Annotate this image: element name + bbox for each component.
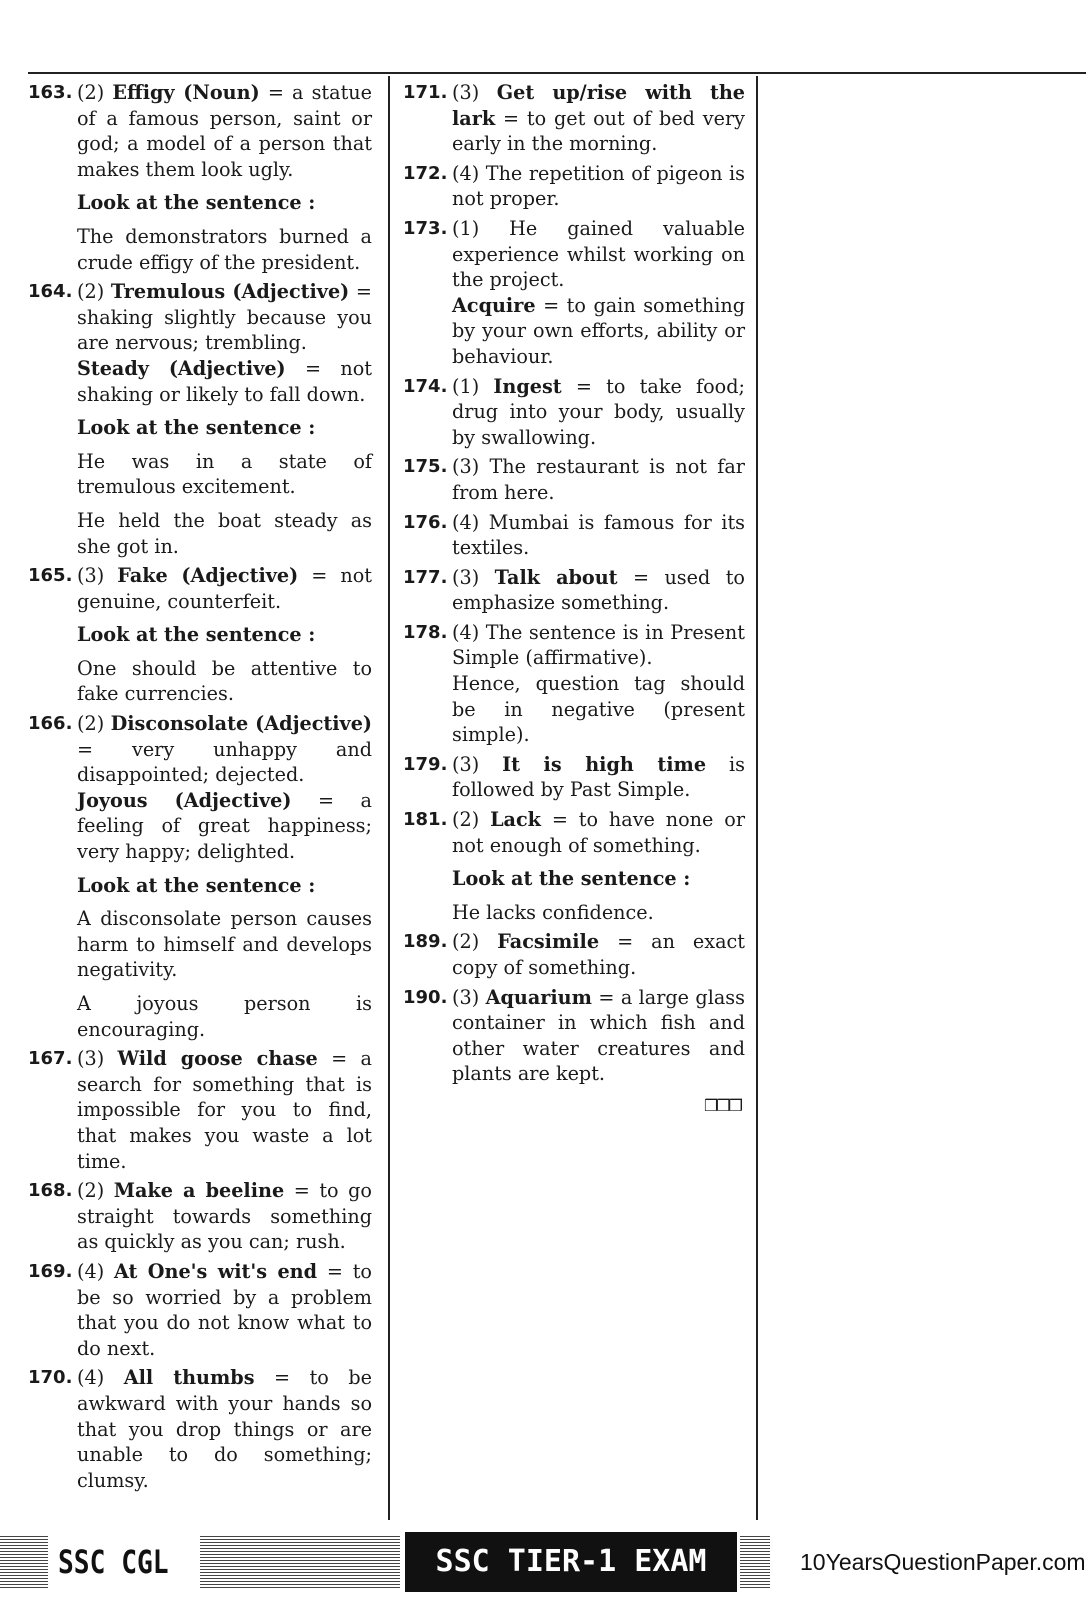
explanation: The repetition of pigeon is not proper. — [452, 161, 745, 211]
top-rule — [28, 72, 1086, 74]
term: Effigy (Noun) — [112, 81, 260, 104]
answer-167 — [28, 1046, 372, 1174]
definition: = a large glass container in which fish and other water creatures and plants are kept. — [452, 985, 745, 1086]
definition: = to go straight towards something as quickly as you can; rush. — [77, 1179, 372, 1254]
term: Wild goose chase — [117, 1047, 318, 1071]
option: (3) — [452, 455, 480, 479]
answer-163 — [28, 80, 372, 275]
answer-164 — [28, 279, 372, 559]
answer-number: 170. — [28, 1367, 73, 1389]
term: Facsimile — [497, 930, 600, 954]
option: (4) — [77, 1366, 105, 1390]
definition: = to get out of bed very early in the morning. — [452, 106, 745, 156]
answer-number: 181. — [403, 809, 448, 831]
footer-stripe — [200, 1536, 400, 1588]
definition-2: = a feeling of great happiness; very happy; delighted. — [77, 788, 373, 864]
term-2: Joyous (Adjective) — [77, 788, 292, 812]
footer-website: 10YearsQuestionPaper.com — [800, 1549, 1086, 1575]
example-sentence-2: A joyous person is encouraging. — [77, 992, 372, 1041]
answer-number: 177. — [403, 566, 448, 588]
look-heading: Look at the sentence : — [452, 867, 691, 891]
option: (2) — [452, 808, 480, 832]
explanation: He gained valuable experience whilst working on the project. — [452, 216, 745, 292]
look-heading: Look at the sentence : — [77, 623, 316, 647]
definition: = shaking slightly because you are nervous; trembling. — [77, 280, 372, 355]
answer-178 — [403, 620, 745, 748]
definition: = to have none or not enough of something. — [452, 808, 745, 857]
left-column — [28, 80, 372, 1497]
option: (2) — [77, 280, 105, 304]
term: Fake (Adjective) — [117, 564, 299, 588]
option: (2) — [77, 1179, 105, 1203]
term: Tremulous (Adjective) — [110, 280, 350, 304]
footer-exam-tier: SSC TIER-1 EXAM — [405, 1532, 737, 1592]
answer-number: 179. — [403, 753, 448, 775]
term: Make a beeline — [113, 1179, 285, 1203]
answer-number: 163. — [28, 82, 73, 103]
answer-number: 189. — [403, 931, 448, 953]
explanation: The sentence is in Present Simple (affirmative). — [452, 620, 745, 670]
answer-number: 172. — [403, 162, 448, 184]
term-2: Steady (Adjective) — [77, 356, 286, 380]
example-sentence: A disconsolate person causes harm to himself and develops negativity. — [77, 907, 372, 982]
option: (1) — [452, 374, 480, 398]
answer-166 — [28, 711, 372, 1042]
example-sentence-2: He held the boat steady as she got in. — [77, 508, 372, 558]
option: (4) — [452, 620, 480, 644]
definition: = a statue of a famous person, saint or god; a model of a person that makes them look ugly. — [77, 81, 373, 181]
option: (3) — [77, 1047, 105, 1071]
definition: = very unhappy and disappointed; dejected. — [77, 737, 372, 787]
end-of-section-mark: ❒❒❒ — [703, 1095, 741, 1115]
answer-number: 166. — [28, 713, 73, 735]
page-footer — [0, 1532, 1086, 1594]
answer-number: 168. — [28, 1180, 73, 1202]
option: (3) — [77, 564, 105, 588]
answer-number: 175. — [403, 456, 448, 478]
option: (4) — [77, 1259, 105, 1283]
term: Disconsolate (Adjective) — [110, 712, 372, 736]
look-heading: Look at the sentence : — [77, 873, 316, 897]
answer-number: 164. — [28, 281, 73, 303]
answer-173 — [403, 216, 745, 370]
option: (4) — [452, 161, 480, 185]
answer-number: 171. — [403, 82, 448, 103]
option: (3) — [452, 985, 480, 1009]
answer-169 — [28, 1259, 372, 1361]
answer-174 — [403, 374, 745, 451]
answer-number: 167. — [28, 1048, 73, 1070]
option: (3) — [452, 565, 480, 589]
option: (3) — [452, 81, 480, 104]
column-divider-right — [756, 76, 758, 1520]
option: (2) — [77, 712, 105, 736]
answer-168 — [28, 1178, 372, 1255]
definition: is followed by Past Simple. — [452, 752, 745, 802]
answer-170 — [28, 1365, 372, 1493]
term: All thumbs — [123, 1366, 255, 1390]
definition: = to be so worried by a problem that you do not know what to do next. — [77, 1259, 372, 1360]
example-sentence: He lacks confidence. — [452, 900, 654, 924]
term: Ingest — [493, 374, 562, 398]
definition: = to take food; drug into your body, usually by swallowing. — [452, 374, 745, 449]
answer-number: 174. — [403, 375, 448, 397]
term: At One's wit's end — [114, 1259, 318, 1283]
answer-181 — [403, 807, 745, 925]
term-2: Acquire — [452, 293, 536, 317]
definition-2: = to gain something by your own efforts, ability or behaviour. — [452, 293, 745, 368]
option: (2) — [77, 81, 105, 104]
explanation-2: Hence, question tag should be in negative (present simple). — [452, 672, 745, 747]
definition: = not genuine, counterfeit. — [77, 564, 373, 613]
answer-number: 165. — [28, 565, 73, 587]
answer-176 — [403, 510, 745, 561]
explanation: Mumbai is famous for its textiles. — [452, 510, 745, 560]
explanation: The restaurant is not far from here. — [452, 455, 745, 504]
definition: = to be awkward with your hands so that you drop things or are unable to do something; clumsy. — [77, 1366, 372, 1492]
answer-177 — [403, 565, 745, 616]
option: (1) — [452, 216, 480, 240]
option: (4) — [452, 510, 480, 534]
definition-2: = not shaking or likely to fall down. — [77, 356, 372, 406]
term: Get up/rise with the lark — [452, 81, 745, 130]
answer-171 — [403, 80, 745, 157]
answer-number: 178. — [403, 621, 448, 643]
definition: = used to emphasize something. — [452, 565, 745, 615]
answer-172 — [403, 161, 745, 212]
footer-exam-name: SSC CGL — [58, 1543, 169, 1581]
term: Talk about — [494, 565, 618, 589]
answer-number: 176. — [403, 511, 448, 533]
right-column — [403, 80, 745, 1119]
footer-stripe — [740, 1536, 770, 1588]
answer-number: 190. — [403, 986, 448, 1008]
look-heading: Look at the sentence : — [77, 416, 316, 440]
option: (2) — [452, 930, 480, 954]
footer-stripe — [0, 1536, 48, 1588]
term: Lack — [490, 808, 541, 832]
example-sentence: The demonstrators burned a crude effigy of the president. — [77, 224, 372, 274]
answer-number: 173. — [403, 217, 448, 239]
definition: = a search for something that is impossible for you to find, that makes you waste a lot time. — [77, 1047, 372, 1173]
answer-165 — [28, 563, 372, 707]
answer-number: 169. — [28, 1260, 73, 1282]
example-sentence: He was in a state of tremulous excitement. — [77, 449, 372, 499]
option: (3) — [452, 752, 480, 776]
example-sentence: One should be attentive to fake currencies. — [77, 656, 372, 706]
answer-179 — [403, 752, 745, 803]
look-heading: Look at the sentence : — [77, 191, 316, 215]
definition: = an exact copy of something. — [452, 930, 745, 979]
column-divider-left — [388, 76, 390, 1520]
answer-190 — [403, 985, 745, 1087]
answer-175 — [403, 454, 745, 505]
term: It is high time — [502, 752, 707, 776]
answer-189 — [403, 929, 745, 980]
term: Aquarium — [485, 985, 592, 1009]
